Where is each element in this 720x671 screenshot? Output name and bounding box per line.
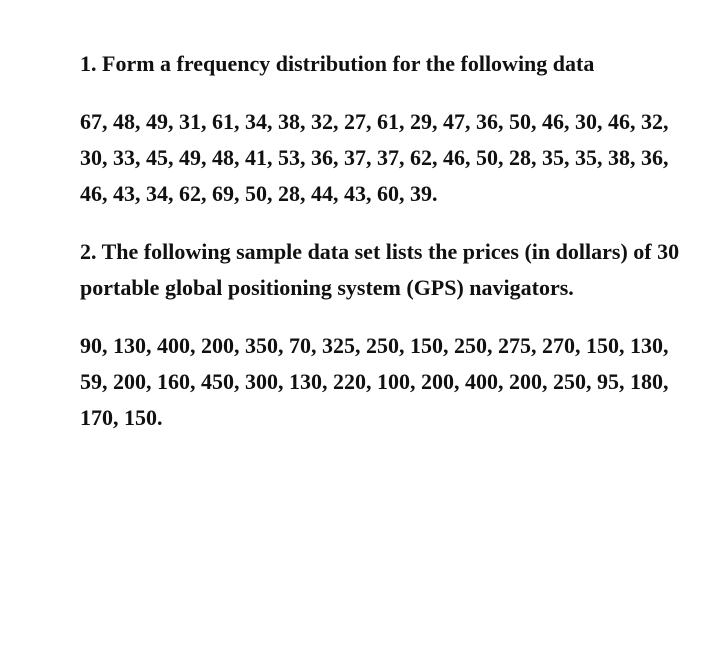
- question-2-prompt: 2. The following sample data set lists the prices (in dollars) of 30 portable global positioning system (GPS) navigators.: [80, 239, 680, 300]
- question-2-data: 90, 130, 400, 200, 350, 70, 325, 250, 150, 250, 275, 270, 150, 130, 59, 200, 160, 450, 300, 130, 220, 100, 200, 400, 200, 250, 95, 180, 170, 150.: [80, 333, 669, 430]
- question-1-data: 67, 48, 49, 31, 61, 34, 38, 32, 27, 61, 29, 47, 36, 50, 46, 30, 46, 32, 30, 33, 45, 49, 48, 41, 53, 36, 37, 37, 62, 46, 50, 28, 35, 35, 38, 36, 46, 43, 34, 62, 69, 50, 28, 44, 43, 60, 39.: [80, 109, 669, 206]
- document-page: [80, 46, 680, 458]
- question-1-prompt: 1. Form a frequency distribution for the following data: [80, 51, 595, 76]
